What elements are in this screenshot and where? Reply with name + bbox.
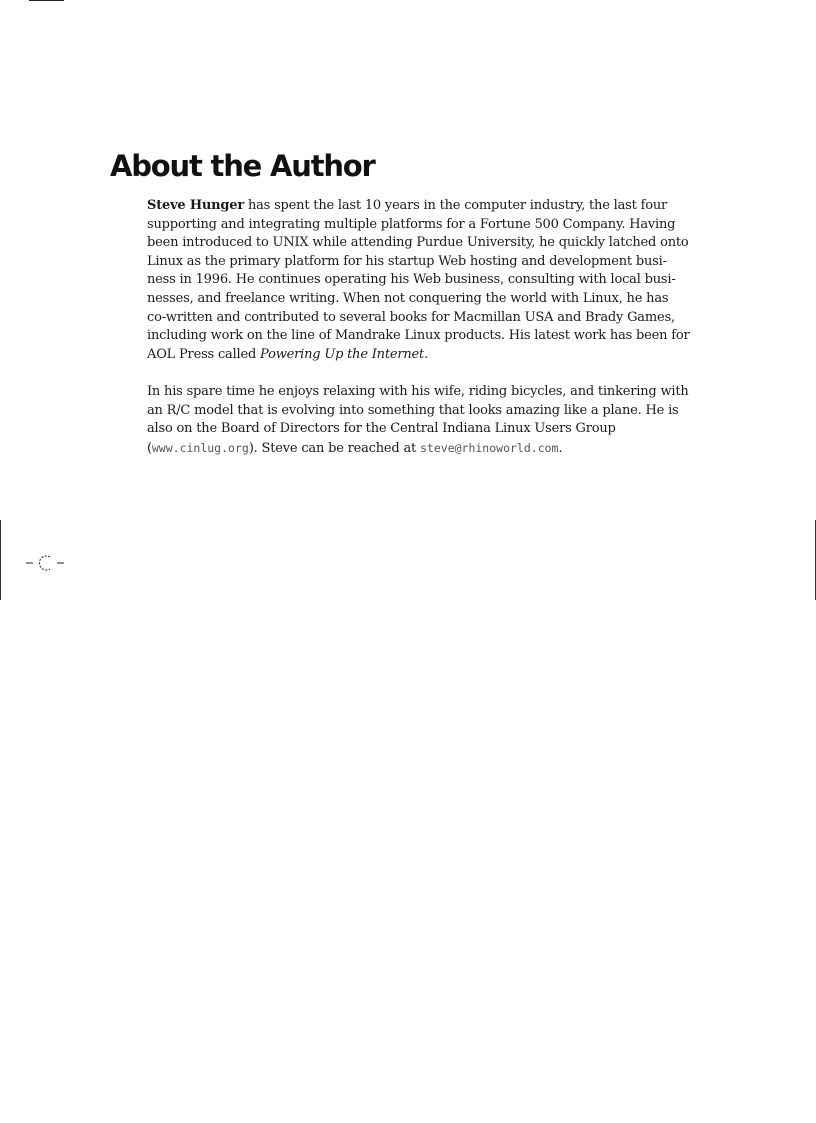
bio-line: ness in 1996. He continues operating his Web business, consulting with local busi- bbox=[147, 272, 676, 288]
author-bio bbox=[147, 197, 717, 458]
bio-line: an R/C model that is evolving into something that looks amazing like a plane. He is bbox=[147, 402, 679, 418]
crop-mark-top bbox=[29, 0, 64, 1]
bio-line: (www.cinlug.org). Steve can be reached at steve@rhinoworld.com. bbox=[147, 440, 563, 456]
book-title: Powering Up the Internet bbox=[260, 346, 425, 362]
bio-line: co-written and contributed to several books for Macmillan USA and Brady Games, bbox=[147, 309, 675, 325]
bio-line: been introduced to UNIX while attending Purdue University, he quickly latched onto bbox=[147, 235, 689, 251]
registration-mark-icon bbox=[24, 550, 68, 576]
bio-paragraph-2 bbox=[147, 383, 717, 458]
bio-line: nesses, and freelance writing. When not conquering the world with Linux, he has bbox=[147, 290, 669, 306]
page-edge-line-left bbox=[0, 520, 1, 600]
email-address: steve@rhinoworld.com bbox=[420, 440, 559, 455]
bio-line: AOL Press called Powering Up the Internet. bbox=[147, 346, 429, 362]
bio-line: Linux as the primary platform for his startup Web hosting and development busi- bbox=[147, 253, 667, 269]
bio-line: In his spare time he enjoys relaxing with his wife, riding bicycles, and tinkering with bbox=[147, 383, 689, 399]
bio-line: Steve Hunger has spent the last 10 years in the computer industry, the last four bbox=[147, 198, 668, 213]
bio-line: also on the Board of Directors for the Central Indiana Linux Users Group bbox=[147, 421, 616, 437]
bio-paragraph-1 bbox=[147, 197, 717, 364]
website-url: www.cinlug.org bbox=[151, 440, 249, 455]
page-title: About the Author bbox=[110, 149, 375, 183]
author-name: Steve Hunger bbox=[147, 198, 245, 213]
bio-line: including work on the line of Mandrake Linux products. His latest work has been for bbox=[147, 328, 690, 344]
bio-line: supporting and integrating multiple platforms for a Fortune 500 Company. Having bbox=[147, 216, 676, 232]
